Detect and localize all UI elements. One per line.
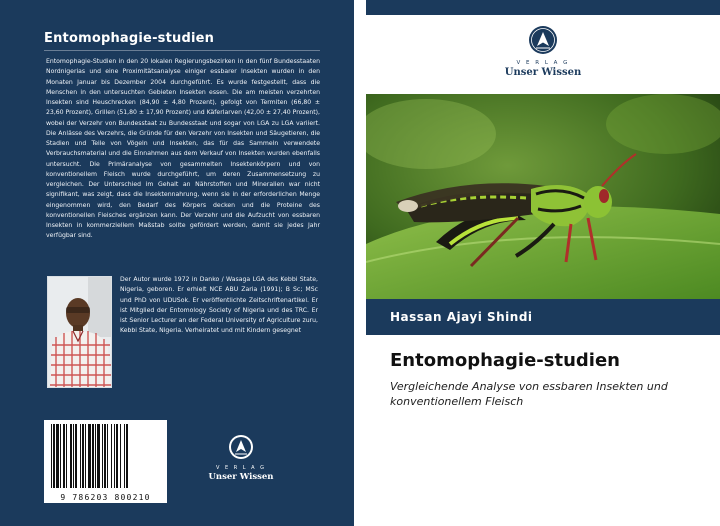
publisher-logo-back	[203, 434, 279, 486]
isbn-barcode	[44, 420, 167, 503]
publisher-name: Unser Wissen	[208, 472, 274, 482]
front-cover	[366, 0, 720, 526]
back-cover	[0, 0, 354, 526]
book-blurb: Entomophagie-Studien in den 20 lokalen Regierungsbezirken in den fünf Bundesstaaten Nordnigerias und eine Proximitätsanalyse einiger essbarer Insekten wurden in den Monaten Januar bis Dezember 2004 durchgeführt. Es wurde festgestellt, dass die Menschen in den untersuchten Gebieten Insekten essen. Die am meisten verzehrten Insekten sind Heuschrecken (84,90 ± 4,80 Prozent), gefolgt von Termiten (66,80 ± 23,60 Prozent), Grillen (51,80 ± 17,90 Prozent) und Käferlarven (42,00 ± 27,40 Prozent), wobei der Verzehr von Bundesstaat zu Bundesstaat und sogar von LGA zu LGA variiert. Die Anlässe des Verzehrs, die Gründe für den Verzehr von Insekten und Säugetieren, die Stadien und Teile von Vögeln und Insekten, das für das Sammeln verwendete Verbrauchsmaterial und die Einnahmen aus dem Verkauf von Insekten wurden ebenfalls untersucht. Die Primäranalyse von gesammelten Insektenkörpern und von konventionellem Fleisch wurde durchgeführt, um deren Zusammensetzung zu vergleichen. Der Unterschied im Gehalt an Nährstoffen und Mineralien war nicht signifikant, was zeigt, dass die Insektennahrung, wenn sie in der erforderlichen Menge eingenommen wird, den Bedarf des Körpers decken und die Proteine des konventionellen Fleisches ergänzen kann. Der Verzehr und die Aufzucht von essbaren Insekten in kommerziellem Maßstab sollte gefördert werden, damit sie jedes Jahr verfügbar sind.	[46, 58, 320, 240]
author-biography: Der Autor wurde 1972 in Danko / Wasaga LGA des Kebbi State, Nigeria, geboren. Er erhielt NCE ABU Zaria (1991); B Sc; MSc und PhD von UDUSok. Er veröffentlichte Zeitschriftenartikel. Er ist Mitglied der Entomology Society of Nigeria und des TRC. Er ist Senior Lecturer an der Federal University of Agriculture zuru, Kebbi State, Nigeria. Verheiratet und mit Kindern gesegnet	[120, 276, 318, 335]
cover-photo-grasshopper	[366, 94, 720, 299]
publisher-emblem-icon	[528, 25, 558, 55]
author-photo	[47, 276, 112, 388]
publisher-emblem-icon	[228, 434, 254, 460]
publisher-verlag-label: V E R L A G	[516, 60, 570, 66]
publisher-logo-front	[498, 25, 588, 81]
isbn-number: 9 786203 800210	[60, 493, 151, 502]
back-cover-title: Entomophagie-studien	[44, 31, 215, 46]
front-top-band	[366, 0, 720, 15]
author-name: Hassan Ajayi Shindi	[390, 310, 533, 324]
title-divider	[44, 50, 320, 51]
publisher-verlag-label: V E R L A G	[215, 465, 267, 471]
book-title: Entomophagie-studien	[390, 350, 620, 371]
author-band	[366, 299, 720, 335]
publisher-name: Unser Wissen	[504, 67, 582, 78]
book-subtitle: Vergleichende Analyse von essbaren Insekten und konventionellem Fleisch	[390, 380, 668, 408]
